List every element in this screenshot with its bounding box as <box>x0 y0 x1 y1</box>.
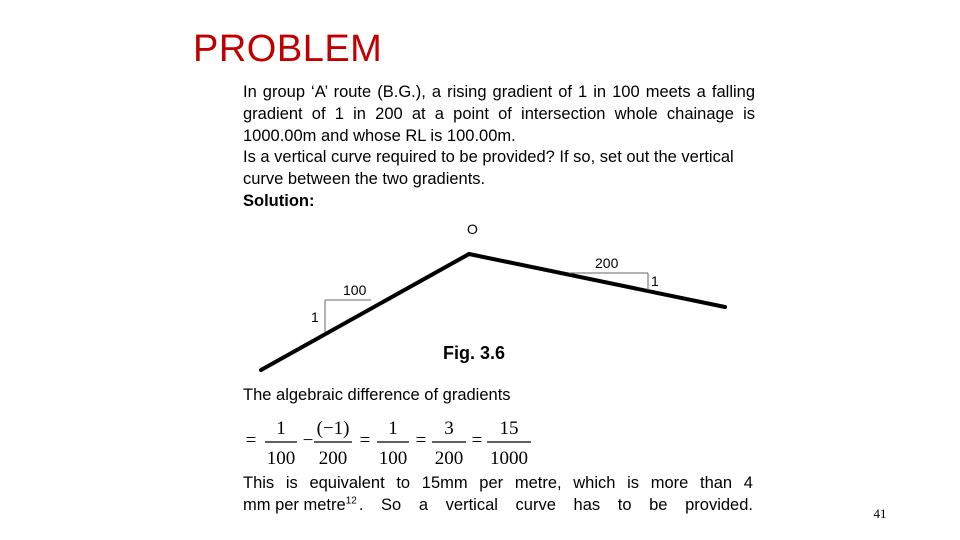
conclusion-word: 15mm <box>421 474 468 492</box>
fraction-numerator: 3 <box>444 418 454 439</box>
figure-caption: Fig. 3.6 <box>443 343 506 363</box>
conclusion-word: to <box>396 474 411 492</box>
conclusion-word: than <box>699 474 733 492</box>
conclusion-word: This <box>243 474 275 492</box>
fraction-numerator: (−1) <box>316 418 350 439</box>
fraction-denominator: 200 <box>434 448 464 469</box>
conclusion-word: metre, <box>514 474 562 492</box>
conclusion-line-2-start: mm per metre$^{12}$ <box>243 495 357 514</box>
conclusion-line-2 <box>243 494 753 516</box>
equation-operator: = <box>245 430 257 451</box>
rising-rise-label: 1 <box>311 309 319 325</box>
conclusion <box>243 472 753 516</box>
equation-operator: − <box>302 430 314 451</box>
page-number: 41 <box>873 506 887 521</box>
conclusion-word: is <box>627 474 640 492</box>
gradient-equation <box>243 412 755 470</box>
solution-label: Solution: <box>243 192 315 210</box>
conclusion-word: per <box>479 474 504 492</box>
conclusion-word: equivalent <box>309 474 385 492</box>
gradient-figure <box>243 214 755 374</box>
fraction-denominator: 1000 <box>490 448 528 469</box>
fraction-denominator: 100 <box>378 448 408 469</box>
fraction-denominator: 200 <box>318 448 348 469</box>
equation-operator: = <box>359 430 371 451</box>
conclusion-line-1 <box>243 472 753 494</box>
equation-operator: = <box>471 430 483 451</box>
conclusion-word: is <box>285 474 298 492</box>
calculation-heading: The algebraic difference of gradients <box>243 386 511 404</box>
fraction-numerator: 1 <box>276 418 286 439</box>
problem-question: Is a vertical curve required to be provided? If so, set out the vertical curve between the two gradients. <box>243 148 734 188</box>
rising-gradient-line <box>261 254 469 370</box>
fraction-numerator: 15 <box>499 418 519 439</box>
fraction-numerator: 1 <box>388 418 398 439</box>
citation-superscript: 12 <box>345 495 357 507</box>
apex-label: O <box>467 221 478 237</box>
conclusion-word: which <box>573 474 616 492</box>
conclusion-word: 4 <box>743 474 753 492</box>
problem-statement: In group ‘A’ route (B.G.), a rising gradient of 1 in 100 meets a falling gradient of 1 in 200 at a point of intersection whole chainage is 1000.00m and whose RL is 100.00m. <box>243 83 755 145</box>
falling-fall-label: 1 <box>651 273 659 289</box>
fraction-denominator: 100 <box>266 448 296 469</box>
conclusion-line-2-end: . So a vertical curve has to be provided. <box>358 496 753 514</box>
equation-operator: = <box>415 430 427 451</box>
rising-run-label: 100 <box>343 282 367 298</box>
falling-run-label: 200 <box>595 255 619 271</box>
slide-title: PROBLEM <box>193 28 383 70</box>
conclusion-word: more <box>650 474 689 492</box>
